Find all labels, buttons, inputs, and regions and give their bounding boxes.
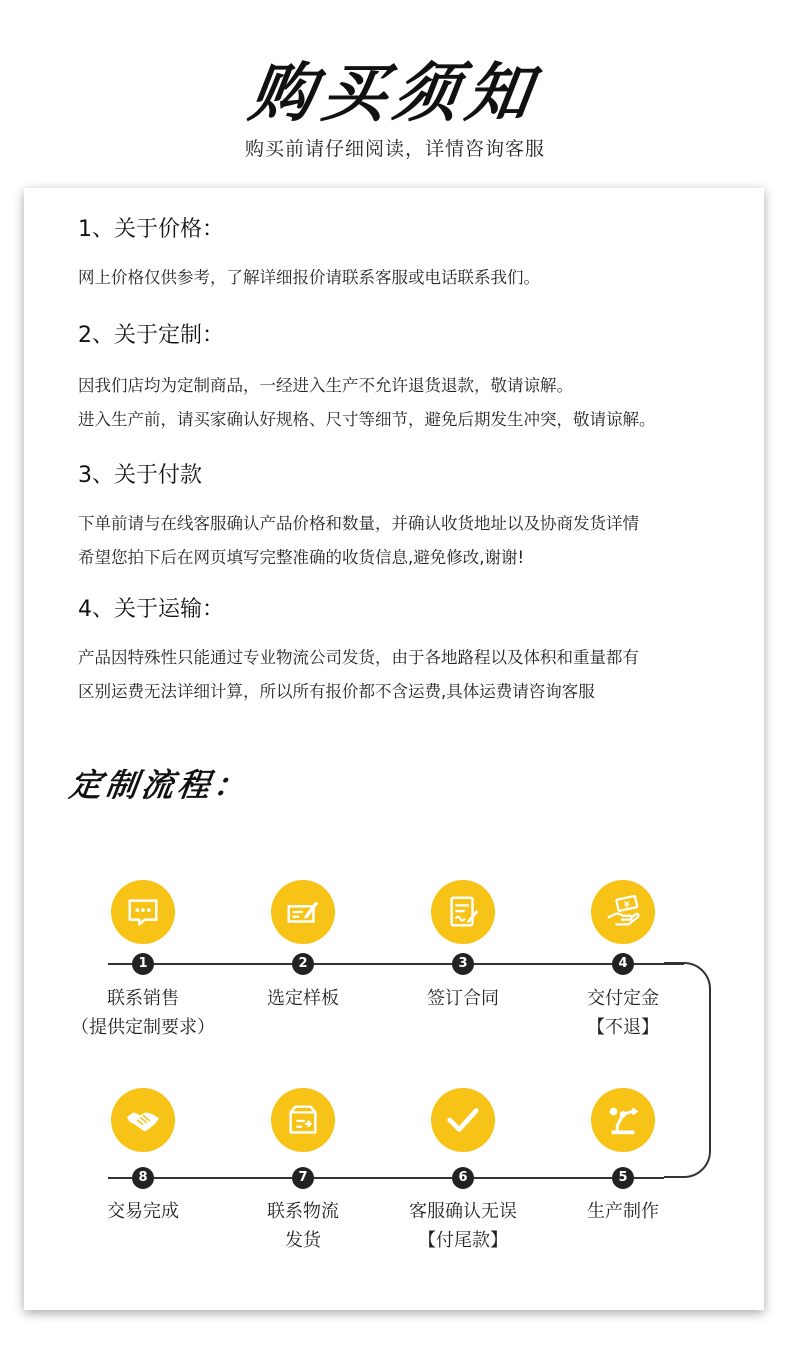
robot-arm-icon: [604, 1101, 642, 1139]
flow-step-5-icon: [548, 1088, 698, 1152]
flow-step-6: [388, 1197, 538, 1255]
flow-step-4-icon: [548, 880, 698, 944]
step-number-7: 7: [292, 1167, 314, 1189]
section-text-custom-2: 进入生产前，请买家确认好规格、尺寸等细节，避免后期发生冲突，敬请谅解。: [78, 410, 656, 429]
contract-icon: [444, 893, 482, 931]
flow-step-1-label: 联系销售: [107, 988, 179, 1009]
flow-step-2: [228, 984, 378, 1013]
flow-line: [314, 963, 452, 965]
section-text-payment-1: 下单前请与在线客服确认产品价格和数量，并确认收货地址以及协商发货详情: [78, 514, 639, 533]
flow-step-4-label: 交付定金: [587, 988, 659, 1009]
shipping-box-icon: [284, 1101, 322, 1139]
flow-step-3-icon: [388, 880, 538, 944]
flow-step-3-label: 签订合同: [427, 988, 499, 1009]
flow-line: [314, 1177, 452, 1179]
notice-card: [24, 188, 764, 1310]
flow-step-1-sublabel: （提供定制要求）: [71, 1017, 215, 1038]
flow-step-7-icon: [228, 1088, 378, 1152]
flow-step-8-label: 交易完成: [107, 1201, 179, 1222]
flow-line: [474, 963, 612, 965]
section-text-custom-1: 因我们店均为定制商品，一经进入生产不允许退货退款，敬请谅解。: [78, 376, 573, 395]
step-number-6: 6: [452, 1167, 474, 1189]
flow-step-5: [548, 1197, 698, 1226]
deposit-icon: [604, 893, 642, 931]
section-text-price-1: 网上价格仅供参考，了解详细报价请联系客服或电话联系我们。: [78, 268, 540, 287]
flow-step-8-icon: [68, 1088, 218, 1152]
section-text-payment-2: 希望您拍下后在网页填写完整准确的收货信息,避免修改,谢谢!: [78, 548, 525, 567]
step-number-2: 2: [292, 953, 314, 975]
flow-line: [108, 963, 132, 965]
step-number-8: 8: [132, 1167, 154, 1189]
flow-step-1: [68, 984, 218, 1042]
flow-line: [634, 1177, 664, 1179]
page-title: 购买须知: [244, 57, 544, 131]
flow-step-2-icon: [228, 880, 378, 944]
page-subtitle: 购买前请仔细阅读，详情咨询客服: [244, 138, 545, 160]
section-title-payment: 3、关于付款: [78, 463, 202, 488]
flow-step-5-label: 生产制作: [587, 1201, 659, 1222]
flow-step-8: [68, 1197, 218, 1226]
flow-step-4: [548, 984, 698, 1042]
section-title-price: 1、关于价格：: [78, 217, 224, 242]
flow-step-4-sublabel: 【不退】: [587, 1017, 659, 1038]
svg-text:¥: ¥: [623, 900, 630, 910]
flow-line: [108, 1177, 132, 1179]
chat-icon: [124, 893, 162, 931]
header: [0, 0, 790, 190]
flow-step-2-label: 选定样板: [267, 988, 339, 1009]
section-text-shipping-1: 产品因特殊性只能通过专业物流公司发货，由于各地路程以及体积和重量都有: [78, 648, 639, 667]
check-icon: [444, 1101, 482, 1139]
sample-board-icon: [284, 893, 322, 931]
section-title-shipping: 4、关于运输：: [78, 597, 224, 622]
step-number-4: 4: [612, 953, 634, 975]
handshake-icon: [124, 1101, 162, 1139]
flow-step-3: [388, 984, 538, 1013]
flow-line: [154, 1177, 292, 1179]
flow-line: [474, 1177, 612, 1179]
flow-step-7-sublabel: 发货: [285, 1230, 321, 1251]
flow-step-6-sublabel: 【付尾款】: [418, 1230, 508, 1251]
flow-step-6-label: 客服确认无误: [409, 1201, 517, 1222]
section-text-shipping-2: 区别运费无法详细计算，所以所有报价都不含运费,具体运费请咨询客服: [78, 682, 595, 701]
flow-title: 定制流程：: [67, 766, 253, 804]
step-number-5: 5: [612, 1167, 634, 1189]
flow-step-7: [228, 1197, 378, 1255]
flow-step-7-label: 联系物流: [267, 1201, 339, 1222]
flow-step-1-icon: [68, 880, 218, 944]
section-title-custom: 2、关于定制：: [78, 323, 224, 348]
step-number-1: 1: [132, 953, 154, 975]
flow-step-6-icon: [388, 1088, 538, 1152]
flow-line: [154, 963, 292, 965]
step-number-3: 3: [452, 953, 474, 975]
